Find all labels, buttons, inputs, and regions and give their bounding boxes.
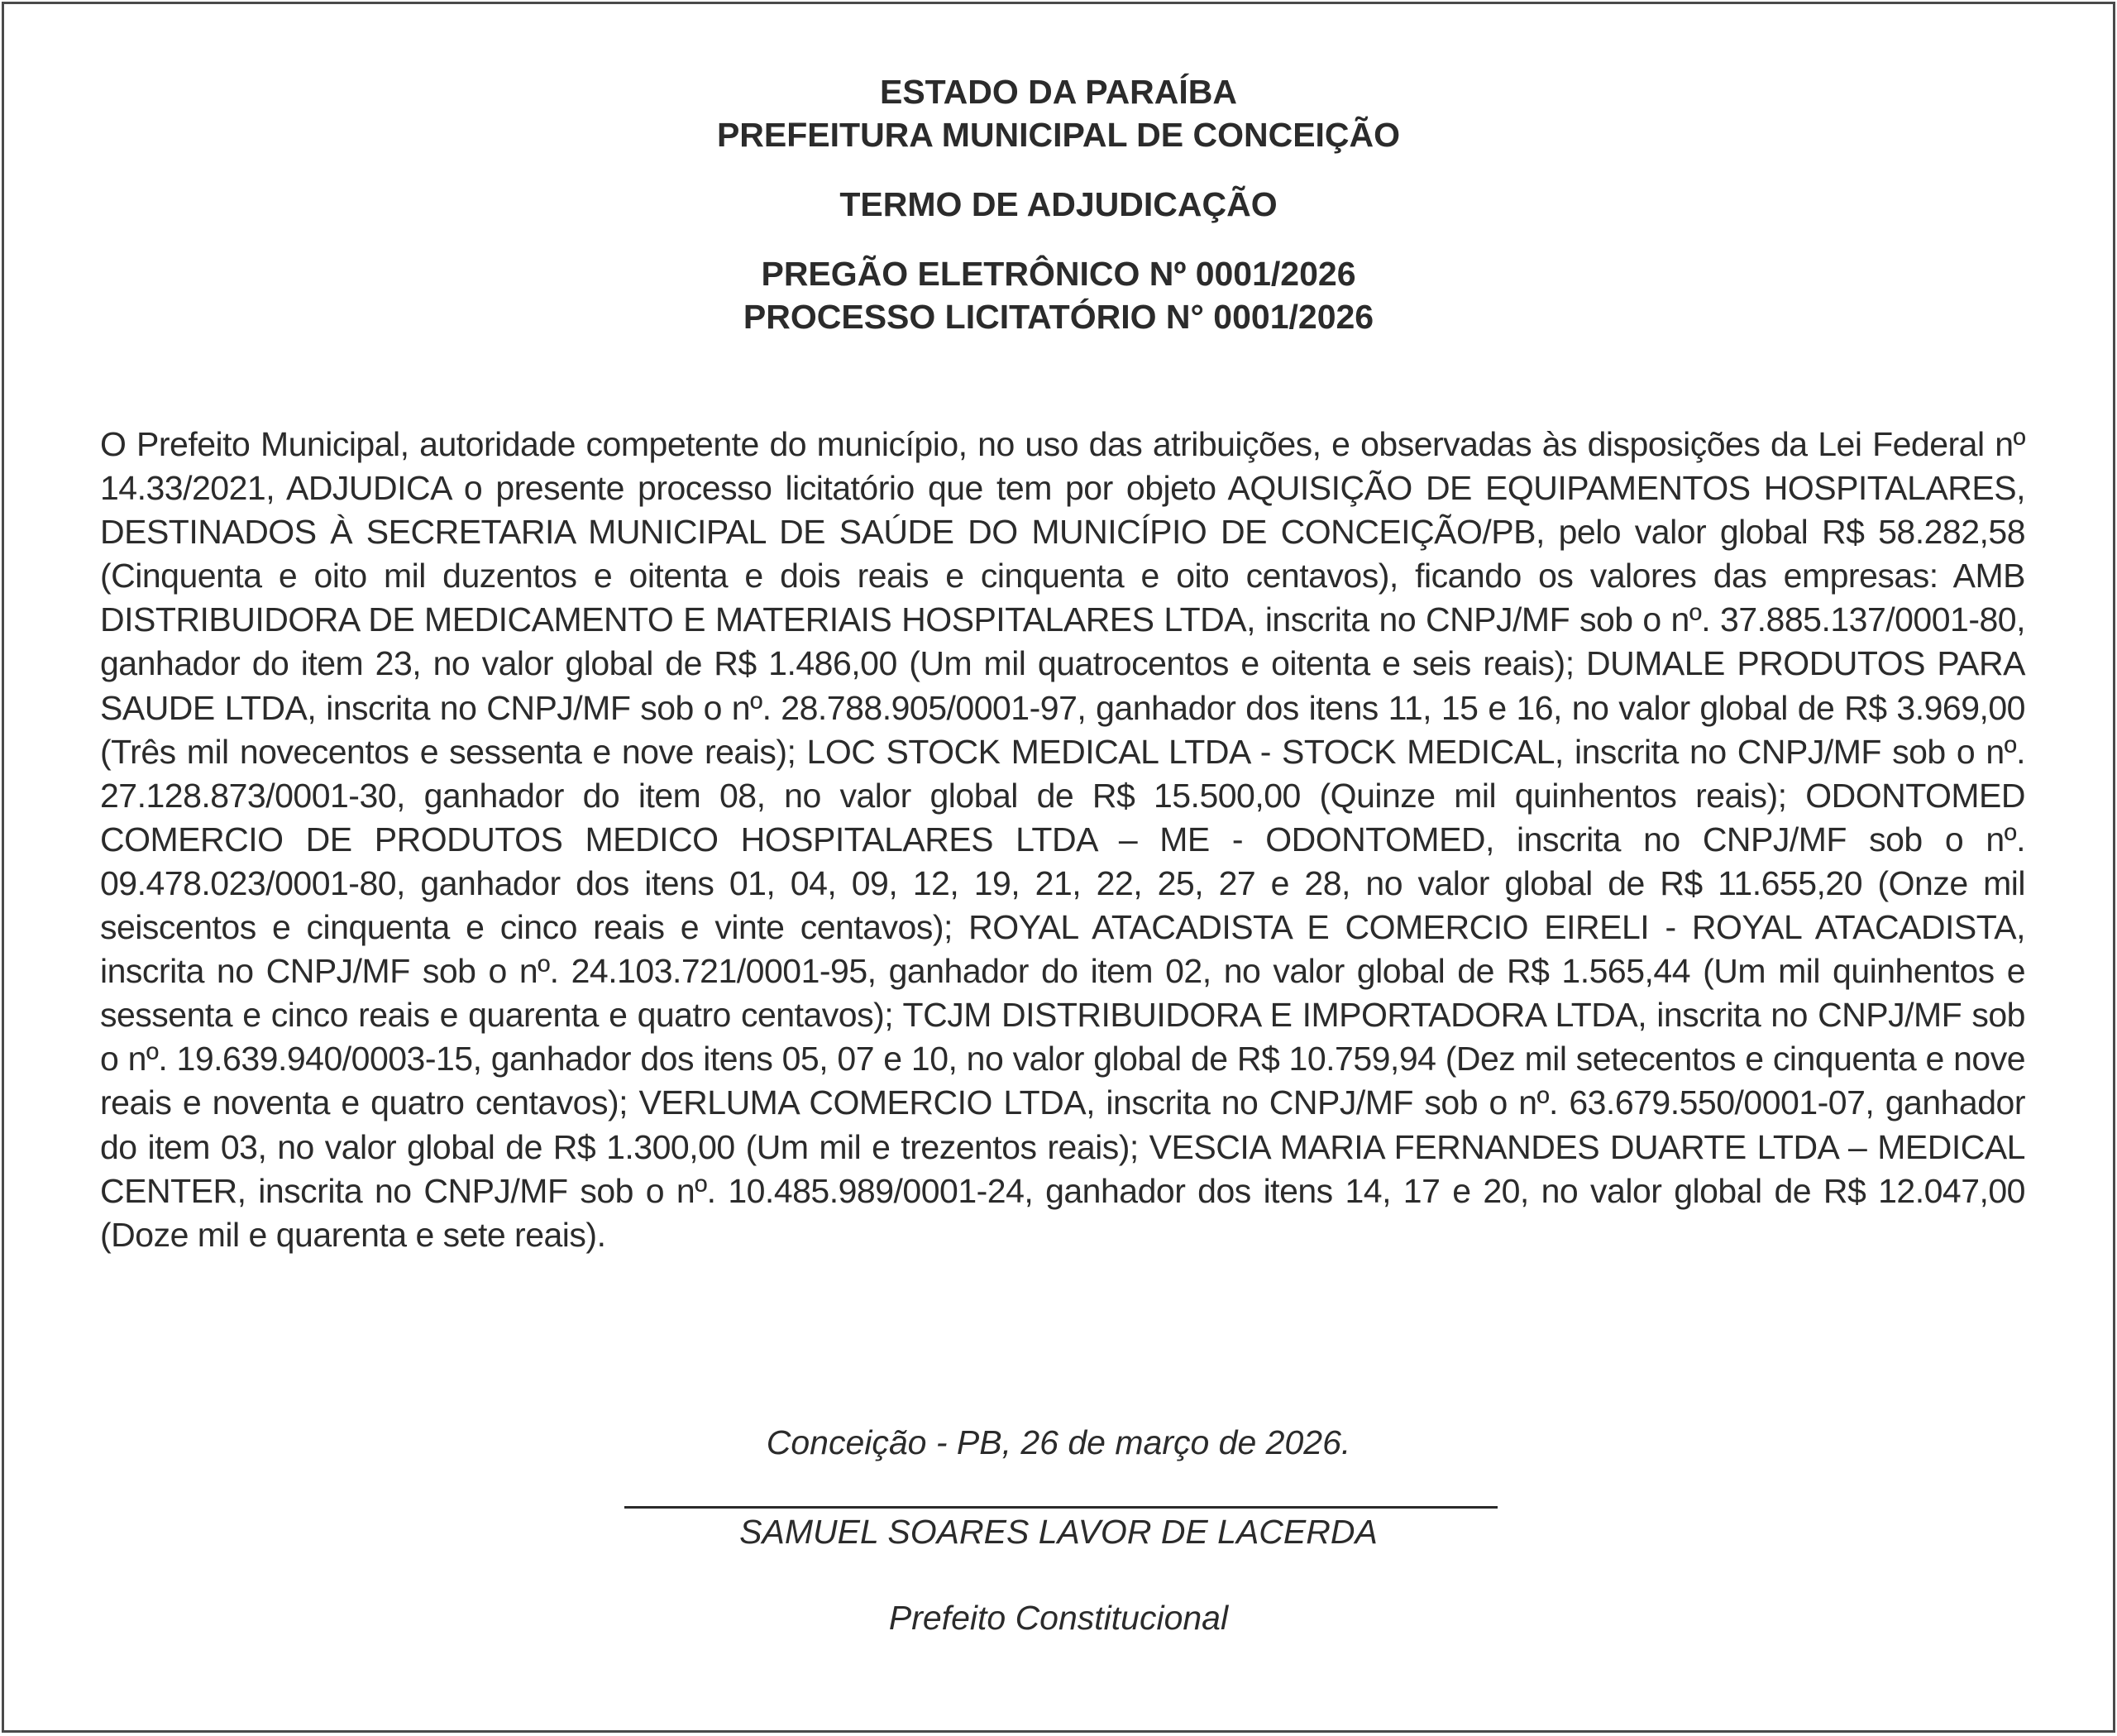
process-number: PROCESSO LICITATÓRIO N° 0001/2026: [743, 298, 1374, 336]
state-heading: ESTADO DA PARAÍBA: [879, 73, 1238, 111]
adjudication-notice: [2, 2, 2115, 1733]
signature-line: [624, 1506, 1498, 1509]
auction-number: PREGÃO ELETRÔNICO Nº 0001/2026: [761, 255, 1356, 293]
place-and-date: Conceição - PB, 26 de março de 2026.: [766, 1423, 1351, 1461]
prefecture-heading: PREFEITURA MUNICIPAL DE CONCEIÇÃO: [716, 116, 1401, 154]
signer-name: SAMUEL SOARES LAVOR DE LACERDA: [739, 1513, 1378, 1551]
notice-header: [4, 70, 2113, 338]
header-gap: [4, 226, 2113, 252]
document-title: TERMO DE ADJUDICAÇÃO: [839, 185, 1278, 223]
signer-role: Prefeito Constitucional: [888, 1599, 1229, 1637]
header-gap: [4, 156, 2113, 183]
adjudication-body: O Prefeito Municipal, autoridade competente do município, no uso das atribuições, e observadas às disposições da Lei Federal nº 14.33/2021, ADJUDICA o presente processo licitatório que tem por objeto AQUISIÇÃO DE EQUIPAMENTOS HOSPITALARES, DESTINADOS À SECRETARIA MUNICIPAL DE SAÚDE DO MUNICÍPIO DE CONCEIÇÃO/PB, pelo valor global R$ 58.282,58 (Cinquenta e oito mil duzentos e oitenta e dois reais e cinquenta e oito centavos), ficando os valores das empresas: AMB DISTRIBUIDORA DE MEDICAMENTO E MATERIAIS HOSPITALARES LTDA, inscrita no CNPJ/MF sob o nº. 37.885.137/0001-80, ganhador do item 23, no valor global de R$ 1.486,00 (Um mil quatrocentos e oitenta e seis reais); DUMALE PRODUTOS PARA SAUDE LTDA, inscrita no CNPJ/MF sob o nº. 28.788.905/0001-97, ganhador dos itens 11, 15 e 16, no valor global de R$ 3.969,00 (Três mil novecentos e sessenta e nove reais); LOC STOCK MEDICAL LTDA - STOCK MEDICAL, inscrita no CNPJ/MF sob o nº. 27.128.873/0001-30, ganhador do item 08, no valor global de R$ 15.500,00 (Quinze mil quinhentos reais); ODONTOMED COMERCIO DE PRODUTOS MEDICO HOSPITALARES LTDA – ME - ODONTOMED, inscrita no CNPJ/MF sob o nº. 09.478.023/0001-80, ganhador dos itens 01, 04, 09, 12, 19, 21, 22, 25, 27 e 28, no valor global de R$ 11.655,20 (Onze mil seiscentos e cinquenta e cinco reais e vinte centavos); ROYAL ATACADISTA E COMERCIO EIRELI - ROYAL ATACADISTA, inscrita no CNPJ/MF sob o nº. 24.103.721/0001-95, ganhador do item 02, no valor global de R$ 1.565,44 (Um mil quinhentos e sessenta e cinco reais e quarenta e quatro centavos); TCJM DISTRIBUIDORA E IMPORTADORA LTDA, inscrita no CNPJ/MF sob o nº. 19.639.940/0003-15, ganhador dos itens 05, 07 e 10, no valor global de R$ 10.759,94 (Dez mil setecentos e cinquenta e nove reais e noventa e quatro centavos); VERLUMA COMERCIO LTDA, inscrita no CNPJ/MF sob o nº. 63.679.550/0001-07, ganhador do item 03, no valor global de R$ 1.300,00 (Um mil e trezentos reais); VESCIA MARIA FERNANDES DUARTE LTDA – MEDICAL CENTER, inscrita no CNPJ/MF sob o nº. 10.485.989/0001-24, ganhador dos itens 14, 17 e 20, no valor global de R$ 12.047,00 (Doze mil e quarenta e sete reais).: [100, 425, 2025, 1254]
